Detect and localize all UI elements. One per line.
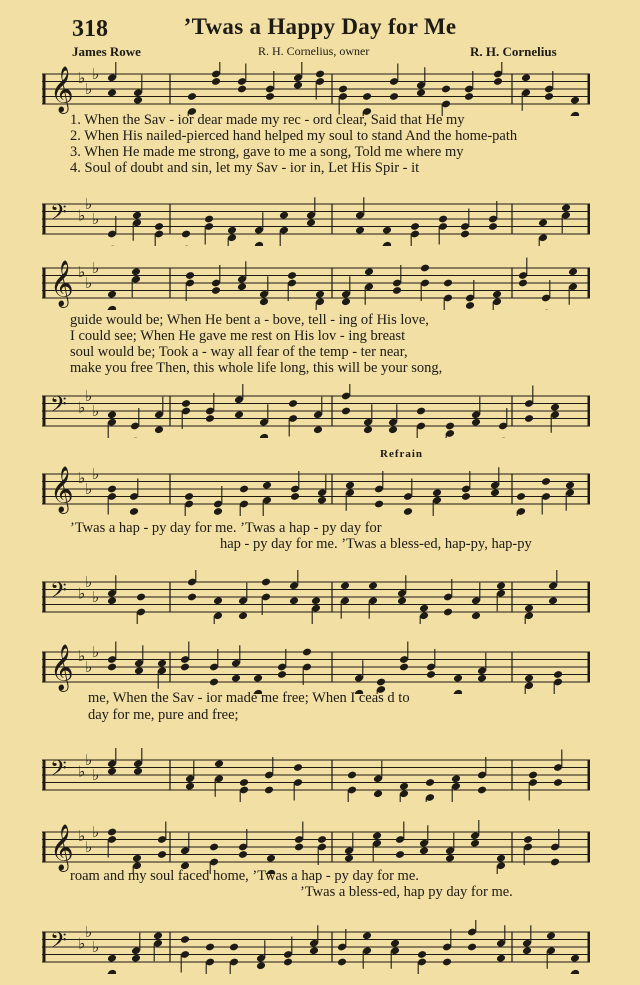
note-head xyxy=(107,290,117,299)
note-head xyxy=(471,611,481,620)
note-head xyxy=(522,946,532,955)
treble-staff-1 xyxy=(42,62,590,116)
flat-icon: ♭ xyxy=(85,387,93,405)
note-head xyxy=(445,854,455,863)
note-head xyxy=(107,596,117,605)
note-head xyxy=(107,305,117,310)
note-head xyxy=(290,492,300,501)
treble-clef-icon: 𝄞 xyxy=(50,466,74,513)
note-head xyxy=(289,596,299,605)
note-head xyxy=(553,670,563,679)
flat-icon: ♭ xyxy=(85,751,93,769)
note-head xyxy=(441,85,451,94)
flat-icon: ♭ xyxy=(85,923,93,941)
note-head xyxy=(181,230,191,239)
flat-icon: ♭ xyxy=(78,468,86,487)
note-head xyxy=(277,670,287,679)
note-head xyxy=(107,245,117,246)
verse-4-line-2: make you free Then, this whole life long, this will be your song, xyxy=(70,360,443,376)
note-head xyxy=(107,485,117,494)
bass-clef-icon: 𝄢 xyxy=(50,578,67,609)
verse-3-line-1: 3. When He made me strong, gave to me a song, Told me where my xyxy=(70,144,464,160)
bass-staff-3 xyxy=(42,570,590,624)
flat-icon: ♭ xyxy=(78,762,86,781)
flat-icon: ♭ xyxy=(78,206,86,225)
note-head xyxy=(372,831,382,840)
treble-staff-svg xyxy=(42,256,590,310)
note-head xyxy=(516,492,526,501)
note-head xyxy=(471,418,481,427)
note-head xyxy=(363,425,373,434)
note-head xyxy=(288,399,298,408)
note-head xyxy=(259,297,269,306)
note-head xyxy=(493,77,503,86)
flat-icon: ♭ xyxy=(92,65,100,83)
bass-clef-icon: 𝄢 xyxy=(50,928,67,959)
note-head xyxy=(341,407,351,416)
flat-icon: ♭ xyxy=(92,402,100,420)
bass-staff-svg xyxy=(42,920,590,974)
note-head xyxy=(570,96,580,105)
verse-2-line-2: I could see; When He gave me rest on His lov - ing breast xyxy=(70,328,406,344)
note-head xyxy=(133,767,143,776)
flat-icon: ♭ xyxy=(78,584,86,603)
note-head xyxy=(338,85,348,94)
note-head xyxy=(403,507,413,516)
note-head xyxy=(419,604,429,613)
note-head xyxy=(283,958,293,967)
flat-icon: ♭ xyxy=(78,398,86,417)
note-head xyxy=(231,674,241,683)
note-head xyxy=(397,596,407,605)
note-head xyxy=(181,245,191,246)
note-head xyxy=(528,771,538,780)
note-head xyxy=(388,425,398,434)
note-head xyxy=(294,843,304,852)
bass-staff-svg xyxy=(42,748,590,802)
note-head xyxy=(477,674,487,683)
note-head xyxy=(368,581,378,590)
note-head xyxy=(445,422,455,431)
note-head xyxy=(157,850,167,859)
note-head xyxy=(390,939,400,948)
note-head xyxy=(570,954,580,963)
note-head xyxy=(238,850,248,859)
flat-icon: ♭ xyxy=(92,823,100,841)
note-head xyxy=(302,648,312,657)
verse-2-line-1: 2. When His nailed-pierced hand helped my soul to stand And the home-path xyxy=(70,128,518,144)
note-head xyxy=(180,663,190,672)
note-head xyxy=(425,778,435,787)
note-head xyxy=(253,674,263,683)
refrain-line-3a: roam and my soul faced home, ’Twas a hap - py day for me. xyxy=(70,868,419,884)
note-head xyxy=(496,954,506,963)
note-head xyxy=(460,230,470,239)
note-head xyxy=(565,481,575,490)
note-head xyxy=(129,507,139,516)
note-head xyxy=(416,88,426,97)
treble-staff-5 xyxy=(42,820,590,874)
verse-4-line-1: 4. Soul of doubt and sin, let my Sav - ior in, Let His Spir - it xyxy=(70,160,420,176)
note-head xyxy=(453,674,463,683)
note-head xyxy=(524,604,534,613)
note-head xyxy=(133,96,143,105)
note-head xyxy=(264,786,274,795)
note-head xyxy=(461,492,471,501)
refrain-label: Refrain xyxy=(380,448,424,460)
words-credit: James Rowe xyxy=(72,44,141,59)
bass-staff-2 xyxy=(42,384,590,438)
note-head xyxy=(315,290,325,299)
flat-icon: ♭ xyxy=(92,465,100,483)
refrain-line-3b: ’Twas a bless-ed, hap py day for me. xyxy=(300,884,513,900)
flat-icon: ♭ xyxy=(92,588,100,606)
note-head xyxy=(154,425,164,434)
note-head xyxy=(442,958,452,967)
note-head xyxy=(518,279,528,288)
note-head xyxy=(211,77,221,86)
note-head xyxy=(544,92,554,101)
flat-icon: ♭ xyxy=(92,766,100,784)
note-head xyxy=(410,222,420,231)
note-head xyxy=(204,215,214,224)
note-head xyxy=(541,477,551,486)
note-head xyxy=(309,946,319,955)
verse-1-line-1: 1. When the Sav - ior dear made my rec - ord clear, Said that He my xyxy=(70,112,465,128)
flat-icon: ♭ xyxy=(85,573,93,591)
note-head xyxy=(293,763,303,772)
note-head xyxy=(313,425,323,434)
note-head xyxy=(132,854,142,863)
note-head xyxy=(443,279,453,288)
note-head xyxy=(345,481,355,490)
bass-clef-icon: 𝄢 xyxy=(50,392,67,423)
treble-clef-icon: 𝄞 xyxy=(50,644,74,691)
bass-staff-4 xyxy=(42,748,590,802)
bass-staff-svg xyxy=(42,384,590,438)
note-head xyxy=(451,774,461,783)
treble-clef-icon: 𝄞 xyxy=(50,824,74,871)
note-head xyxy=(490,488,500,497)
note-head xyxy=(317,835,327,844)
note-head xyxy=(389,92,399,101)
note-head xyxy=(419,846,429,855)
note-head xyxy=(256,961,266,970)
hymn-title: ’Twas a Happy Day for Me xyxy=(183,14,457,39)
treble-clef-icon: 𝄞 xyxy=(50,66,74,113)
note-head xyxy=(107,828,117,837)
flat-icon: ♭ xyxy=(78,934,86,953)
note-head xyxy=(131,267,141,276)
refrain-line-2b: day for me, pure and free; xyxy=(88,707,239,723)
note-head xyxy=(259,433,269,438)
note-head xyxy=(432,488,442,497)
note-head xyxy=(209,843,219,852)
note-head xyxy=(550,858,560,867)
note-head xyxy=(364,267,374,276)
flat-icon: ♭ xyxy=(78,646,86,665)
note-head xyxy=(185,782,195,791)
note-head xyxy=(399,782,409,791)
note-head xyxy=(550,403,560,412)
note-head xyxy=(341,297,351,306)
note-head xyxy=(340,581,350,590)
note-head xyxy=(136,593,146,602)
note-head xyxy=(239,485,249,494)
treble-staff-4 xyxy=(42,640,590,694)
note-head xyxy=(153,931,163,940)
note-head xyxy=(265,92,275,101)
note-head xyxy=(337,958,347,967)
note-head xyxy=(496,581,506,590)
note-head xyxy=(426,670,436,679)
bass-staff-5 xyxy=(42,920,590,974)
note-head xyxy=(347,771,357,780)
note-head xyxy=(187,593,197,602)
note-head xyxy=(548,596,558,605)
note-head xyxy=(180,935,190,944)
note-head xyxy=(131,954,141,963)
flat-icon: ♭ xyxy=(92,643,100,661)
flat-icon: ♭ xyxy=(85,80,93,98)
note-head xyxy=(416,407,426,416)
note-head xyxy=(311,596,321,605)
note-head xyxy=(488,222,498,231)
note-head xyxy=(262,481,272,490)
note-head xyxy=(107,954,117,963)
note-head xyxy=(205,414,215,423)
note-head xyxy=(464,92,474,101)
note-head xyxy=(237,85,247,94)
bass-clef-icon: 𝄢 xyxy=(50,200,67,231)
treble-staff-svg xyxy=(42,820,590,874)
music-credit: R. H. Cornelius xyxy=(470,44,557,59)
verse-1-line-2: guide would be; When He bent a - bove, tell - ing of His love, xyxy=(70,312,429,328)
note-head xyxy=(227,226,237,235)
note-head xyxy=(107,663,117,672)
bass-staff-svg xyxy=(42,192,590,246)
note-head xyxy=(107,767,117,776)
flat-icon: ♭ xyxy=(85,480,93,498)
note-head xyxy=(205,943,215,952)
note-head xyxy=(362,931,372,940)
note-head xyxy=(279,211,289,220)
note-head xyxy=(157,659,167,668)
flat-icon: ♭ xyxy=(78,262,86,281)
treble-staff-svg xyxy=(42,640,590,694)
note-head xyxy=(154,222,164,231)
flat-icon: ♭ xyxy=(92,938,100,956)
note-head xyxy=(214,759,224,768)
note-head xyxy=(570,969,580,974)
note-head xyxy=(438,215,448,224)
note-head xyxy=(546,931,556,940)
note-head xyxy=(355,226,365,235)
note-head xyxy=(498,437,508,438)
treble-staff-svg xyxy=(42,62,590,116)
note-head xyxy=(134,666,144,675)
note-head xyxy=(209,678,219,687)
note-head xyxy=(187,92,197,101)
note-head xyxy=(470,839,480,848)
treble-staff-svg xyxy=(42,462,590,516)
refrain-line-1a: ’Twas a hap - py day for me. ’Twas a hap - py day for xyxy=(70,520,382,536)
note-head xyxy=(568,267,578,276)
note-head xyxy=(107,410,117,419)
note-head xyxy=(185,271,195,280)
treble-staff-3 xyxy=(42,462,590,516)
note-head xyxy=(395,850,405,859)
verse-3-line-2: soul would be; Took a - way all fear of the temp - ter near, xyxy=(70,344,408,360)
treble-clef-icon: 𝄞 xyxy=(50,260,74,307)
note-head xyxy=(496,854,506,863)
owner-credit: R. H. Cornelius, owner xyxy=(258,44,370,58)
note-head xyxy=(420,264,430,273)
bass-staff-1 xyxy=(42,192,590,246)
note-head xyxy=(211,286,221,295)
note-head xyxy=(523,835,533,844)
refrain-line-2a: me, When the Sav - ior made me free; When I ceas d to xyxy=(88,690,410,706)
note-head xyxy=(524,414,534,423)
flat-icon: ♭ xyxy=(85,838,93,856)
note-head xyxy=(382,241,392,246)
note-head xyxy=(266,854,276,863)
note-head xyxy=(254,241,264,246)
note-head xyxy=(238,611,248,620)
flat-icon: ♭ xyxy=(92,210,100,228)
note-head xyxy=(132,211,142,220)
note-head xyxy=(399,663,409,672)
note-head xyxy=(477,786,487,795)
note-head xyxy=(317,496,327,505)
note-head xyxy=(541,309,551,310)
note-head xyxy=(553,778,563,787)
note-head xyxy=(362,92,372,101)
treble-staff-2 xyxy=(42,256,590,310)
note-head xyxy=(376,678,386,687)
note-head xyxy=(306,218,316,227)
note-head xyxy=(107,88,117,97)
note-head xyxy=(107,969,117,974)
note-head xyxy=(261,578,271,587)
note-head xyxy=(538,218,548,227)
note-head xyxy=(443,608,453,617)
note-head xyxy=(344,854,354,863)
flat-icon: ♭ xyxy=(85,195,93,213)
bass-clef-icon: 𝄢 xyxy=(50,756,67,787)
note-head xyxy=(382,226,392,235)
flat-icon: ♭ xyxy=(85,274,93,292)
note-head xyxy=(181,399,191,408)
hymn-number: 318 xyxy=(72,16,108,42)
note-head xyxy=(234,410,244,419)
note-head xyxy=(465,301,475,310)
note-head xyxy=(287,271,297,280)
note-head xyxy=(213,596,223,605)
note-head xyxy=(524,674,534,683)
note-head xyxy=(184,492,194,501)
note-head xyxy=(373,789,383,798)
note-head xyxy=(392,286,402,295)
flat-icon: ♭ xyxy=(78,68,86,87)
bass-staff-svg xyxy=(42,570,590,624)
note-head xyxy=(239,778,249,787)
note-head xyxy=(213,507,223,516)
note-head xyxy=(561,203,571,212)
note-head xyxy=(315,70,325,79)
note-head xyxy=(521,73,531,82)
note-head xyxy=(467,943,477,952)
note-head xyxy=(417,950,427,959)
note-head xyxy=(237,282,247,291)
note-head xyxy=(374,500,384,509)
refrain-line-1b: hap - py day for me. ’Twas a bless-ed, hap-py, hap-py xyxy=(220,536,532,552)
flat-icon: ♭ xyxy=(78,826,86,845)
flat-icon: ♭ xyxy=(85,658,93,676)
note-head xyxy=(492,290,502,299)
note-head xyxy=(130,437,140,438)
note-head xyxy=(293,81,303,90)
flat-icon: ♭ xyxy=(92,259,100,277)
note-head xyxy=(229,943,239,952)
